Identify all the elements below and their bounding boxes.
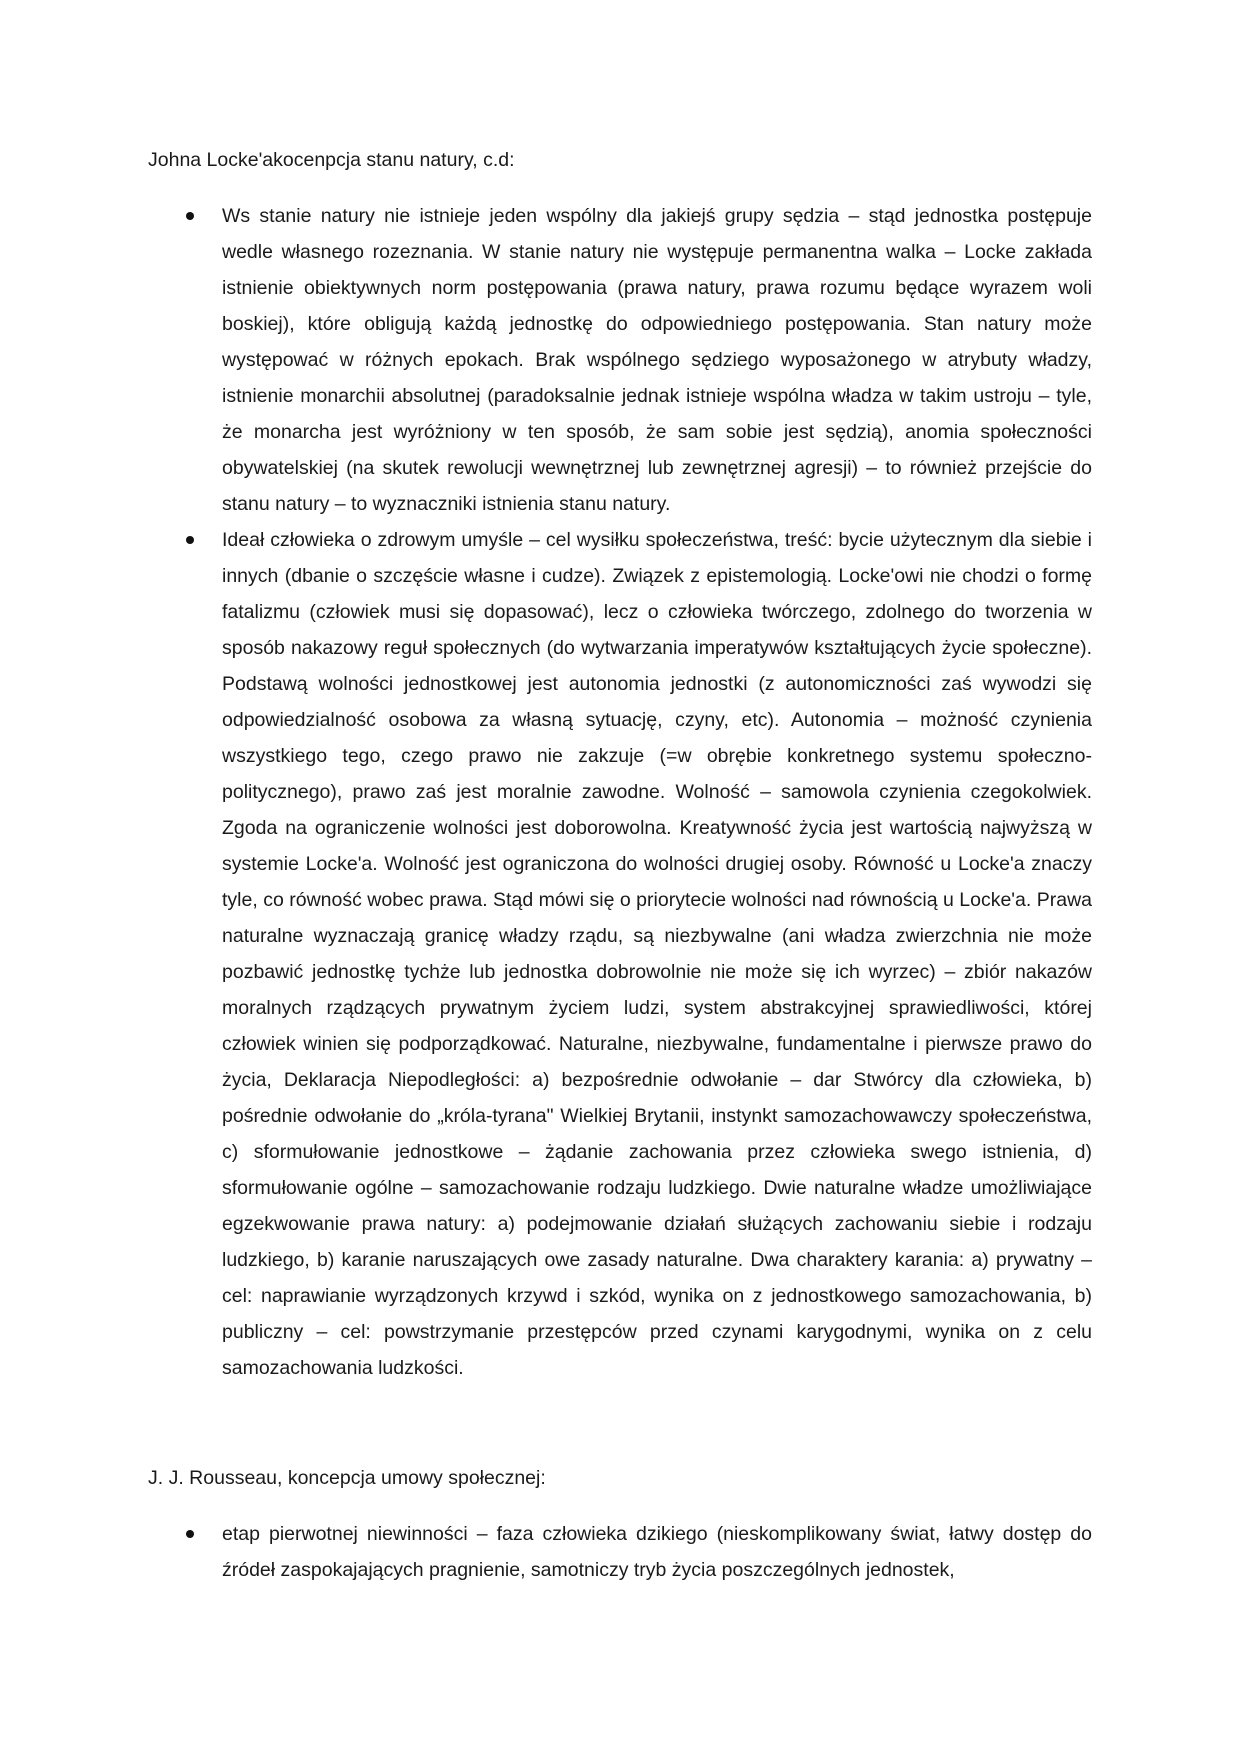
bullet-icon: [186, 212, 194, 220]
rousseau-bullet-list: [0, 1516, 1240, 1588]
list-item-text: Ideał człowieka o zdrowym umyśle – cel wysiłku społeczeństwa, treść: bycie użytecznym dla siebie i innych (dbanie o szczęście własne i cudze). Związek z epistemologią. Locke'owi nie chodzi o formę fatalizmu (człowiek musi się dopasować), lecz o człowieka twórczego, zdolnego do tworzenia w sposób nakazowy reguł społecznych (do wytwarzania imperatywów kształtujących życie społeczne). Podstawą wolności jednostkowej jest autonomia jednostki (z autonomiczności zaś wywodzi się odpowiedzialność osobowa za własną sytuację, czyny, etc). Autonomia – możność czynienia wszystkiego tego, czego prawo nie zakzuje (=w obrębie konkretnego systemu społeczno-politycznego), prawo zaś jest moralnie zawodne. Wolność – samowola czynienia czegokolwiek. Zgoda na ograniczenie wolności jest doborowolna. Kreatywność życia jest wartością najwyższą w systemie Locke'a. Wolność jest ograniczona do wolności drugiej osoby. Równość u Locke'a znaczy tyle, co równość wobec prawa. Stąd mówi się o priorytecie wolności nad równością u Locke'a. Prawa naturalne wyznaczają granicę władzy rządu, są niezbywalne (ani władza zwierzchnia nie może pozbawić jednostkę tychże lub jednostka dobrowolnie nie może się ich wyrzec) – zbiór nakazów moralnych rządzących prywatnym życiem ludzi, system abstrakcyjnej sprawiedliwości, której człowiek winien się podporządkować. Naturalne, niezbywalne, fundamentalne i pierwsze prawo do życia, Deklaracja Niepodległości: a) bezpośrednie odwołanie – dar Stwórcy dla człowieka, b) pośrednie odwołanie do „króla-tyrana" Wielkiej Brytanii, instynkt samozachowawczy społeczeństwa, c) sformułowanie jednostkowe – żądanie zachowania przez człowieka swego istnienia, d) sformułowanie ogólne – samozachowanie rodzaju ludzkiego. Dwie naturalne władze umożliwiające egzekwowanie prawa natury: a) podejmowanie działań służących zachowaniu siebie i rodzaju ludzkiego, b) karanie naruszających owe zasady naturalne. Dwa charaktery karania: a) prywatny – cel: naprawianie wyrządzonych krzywd i szkód, wynika on z jednostkowego samozachowania, b) publiczny – cel: powstrzymanie przestępców przed czynami karygodnymi, wynika on z celu samozachowania ludzkości.: [222, 529, 1092, 1379]
list-item: [0, 198, 1240, 522]
section-heading-rousseau: J. J. Rousseau, koncepcja umowy społecznej:: [148, 1467, 546, 1489]
list-item: [0, 522, 1240, 1386]
list-item-text: Ws stanie natury nie istnieje jeden wspólny dla jakiejś grupy sędzia – stąd jednostka postępuje wedle własnego rozeznania. W stanie natury nie występuje permanentna walka – Locke zakłada istnienie obiektywnych norm postępowania (prawa natury, prawa rozumu będące wyrazem woli boskiej), które obligują każdą jednostkę do odpowiedniego postępowania. Stan natury może występować w różnych epokach. Brak wspólnego sędziego wyposażonego w atrybuty władzy, istnienie monarchii absolutnej (paradoksalnie jednak istnieje wspólna władza w takim ustroju – tyle, że monarcha jest wyróżniony w ten sposób, że sam sobie jest sędzią), anomia społeczności obywatelskiej (na skutek rewolucji wewnętrznej lub zewnętrznej agresji) – to również przejście do stanu natury – to wyznaczniki istnienia stanu natury.: [222, 205, 1092, 515]
bullet-icon: [186, 536, 194, 544]
list-item: [0, 1516, 1240, 1588]
section-heading-locke: Johna Locke'akocenpcja stanu natury, c.d:: [148, 149, 515, 171]
bullet-icon: [186, 1530, 194, 1538]
locke-bullet-list: [0, 198, 1240, 1386]
list-item-text: etap pierwotnej niewinności – faza człowieka dzikiego (nieskomplikowany świat, łatwy dostęp do źródeł zaspokajających pragnienie, samotniczy tryb życia poszczególnych jednostek,: [222, 1523, 1092, 1581]
